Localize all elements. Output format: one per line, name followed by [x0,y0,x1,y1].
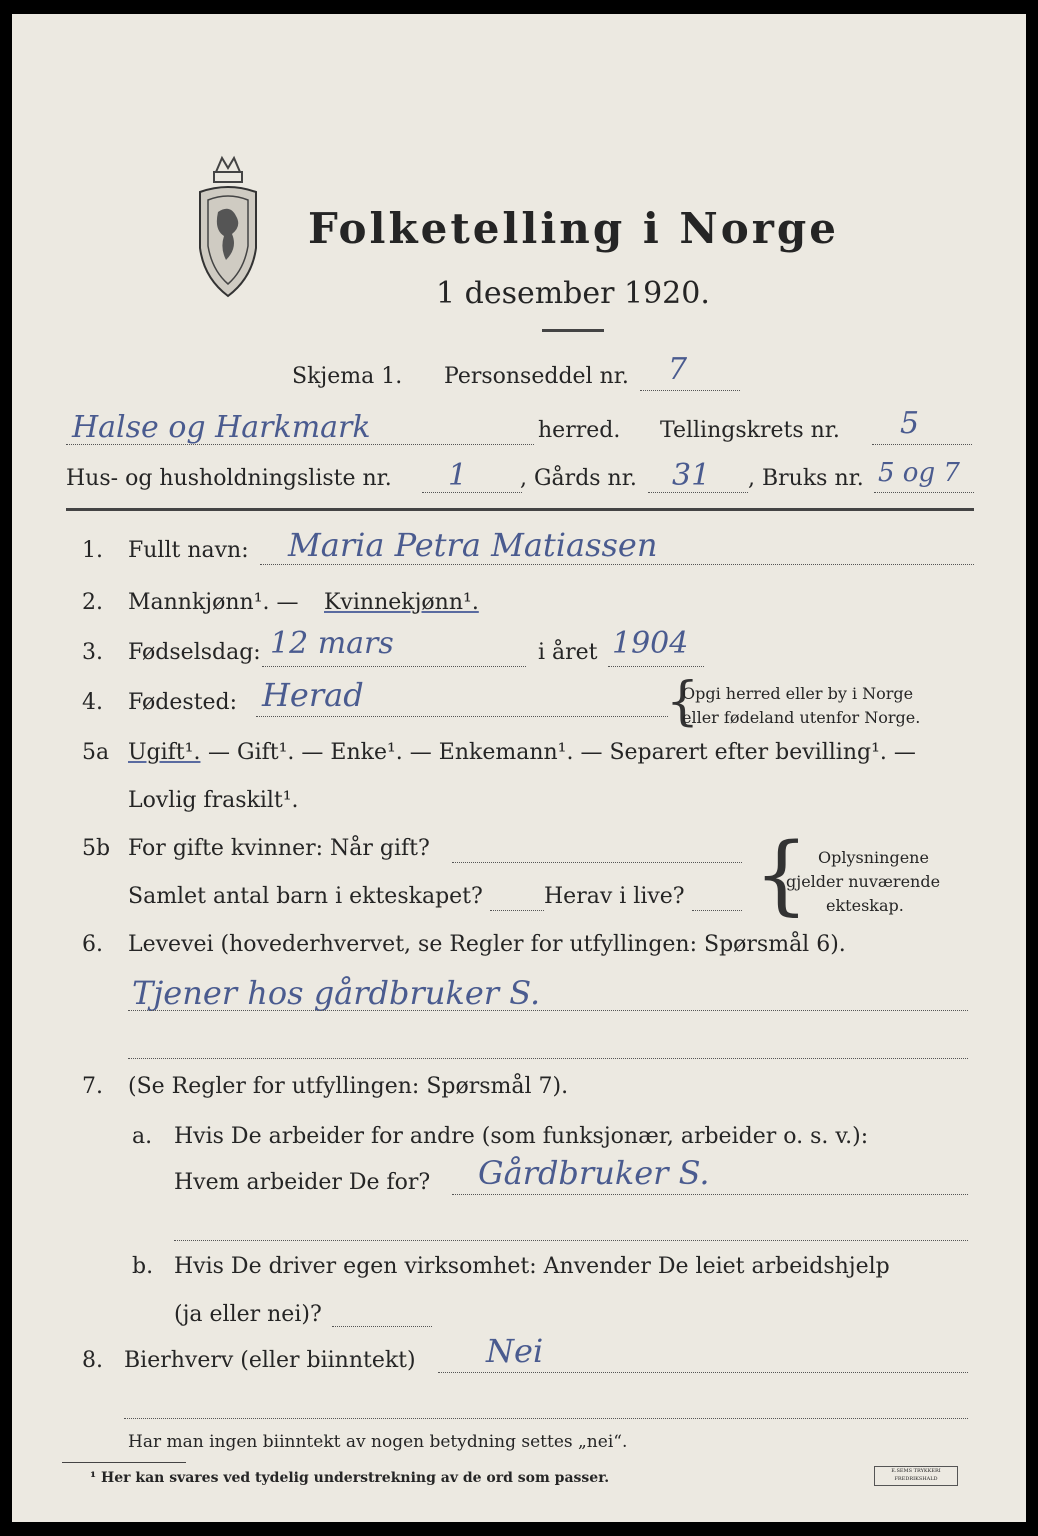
personseddel-label: Personseddel nr. [444,364,629,389]
q5b-line2b: Herav i live? [544,884,685,909]
q7-label: (Se Regler for utfyllingen: Spørsmål 7). [128,1074,569,1099]
q5b-number: 5b [82,836,111,861]
q7b-letter: b. [132,1254,154,1279]
q5a-number: 5a [82,740,110,765]
herred-line [66,444,534,445]
q1-number: 1. [82,538,103,563]
q5b-note-1: Oplysningene [818,848,929,867]
q5b-note-2: gjelder nuværende [786,872,941,891]
q7a-line2: Hvem arbeider De for? [174,1170,431,1195]
gards-value: 31 [672,458,711,493]
personseddel-line [640,390,740,391]
q5b-note-3: ekteskap. [826,896,904,915]
q7b-line-dots [332,1326,432,1327]
q7a-line-extra [174,1240,968,1241]
husliste-value: 1 [448,458,468,493]
q3-year-label: i året [538,640,598,665]
q4-note-1: Opgi herred eller by i Norge [682,684,914,703]
footer-note: Har man ingen biinntekt av nogen betydning settes „nei“. [128,1432,628,1452]
q5b-line1-dots [452,862,742,863]
q8-line-extra [124,1418,968,1419]
q7a-value: Gårdbruker S. [478,1154,710,1192]
q5b-line2b-dots [692,910,742,911]
q7a-line1: Hvis De arbeider for andre (som funksjonær, arbeider o. s. v.): [174,1124,869,1149]
q2-number: 2. [82,590,103,615]
q3-number: 3. [82,640,103,665]
herred-value: Halse og Harkmark [72,410,371,445]
bruks-line [874,492,974,493]
personseddel-value: 7 [668,352,688,387]
q4-note-2: eller fødeland utenfor Norge. [682,708,921,727]
q5b-brace: { [754,825,809,925]
footnote: ¹ Her kan svares ved tydelig understrekning av de ord som passer. [90,1470,610,1486]
q5b-line2a: Samlet antal barn i ekteskapet? [128,884,483,909]
q7b-line1: Hvis De driver egen virksomhet: Anvender De leiet arbeidshjelp [174,1254,890,1279]
q3-day-line [262,666,526,667]
q4-line [256,716,668,717]
q4-brace: { [666,672,700,732]
bruks-value: 5 og 7 [878,458,960,488]
tellingskrets-value: 5 [900,406,920,441]
q4-number: 4. [82,690,103,715]
tellingskrets-label: Tellingskrets nr. [660,418,840,443]
footnote-rule [62,1462,186,1463]
census-date: 1 desember 1920. [436,276,710,311]
printer-stamp [874,1466,958,1486]
census-form [12,14,1026,1522]
q3-day-value: 12 mars [270,626,394,661]
q1-line [260,564,974,565]
q6-label: Levevei (hovederhvervet, se Regler for utfyllingen: Spørsmål 6). [128,932,846,957]
q3-year-line [608,666,704,667]
q4-label: Fødested: [128,690,238,715]
coat-of-arms-icon [186,152,270,302]
q6-line-1 [128,1010,968,1011]
section-rule [66,508,974,511]
herred-label: herred. [538,418,621,443]
q8-value: Nei [486,1332,544,1370]
q1-label: Fullt navn: [128,538,249,563]
printer-stamp-text: E.SEMS TRYKKERI FREDRIKSHALD [891,1468,941,1482]
q5b-line2a-dots [490,910,544,911]
q8-label: Bierhverv (eller biinntekt) [124,1348,416,1373]
gards-label: , Gårds nr. [520,466,637,491]
q5a-options: — Gift¹. — Enke¹. — Enkemann¹. — Separert efter bevilling¹. — [208,740,916,765]
q6-value: Tjener hos gårdbruker S. [132,974,541,1012]
q6-number: 6. [82,932,103,957]
q7a-line-dots [452,1194,968,1195]
q6-line-2 [128,1058,968,1059]
q3-label: Fødselsdag: [128,640,261,665]
bruks-label: , Bruks nr. [748,466,864,491]
q5a-ugift: Ugift¹. [128,740,201,765]
q4-value: Herad [262,676,364,714]
q7b-line2: (ja eller nei)? [174,1302,322,1327]
q7a-letter: a. [132,1124,153,1149]
q5a-line2: Lovlig fraskilt¹. [128,788,299,813]
q2-male: Mannkjønn¹. — [128,590,299,615]
q5b-line1: For gifte kvinner: Når gift? [128,836,430,861]
husliste-line [422,492,522,493]
q8-line [438,1372,968,1373]
q7-number: 7. [82,1074,103,1099]
q2-female: Kvinnekjønn¹. [324,590,479,615]
husliste-label: Hus- og husholdningsliste nr. [66,466,392,491]
skjema-label: Skjema 1. [292,364,403,389]
form-title: Folketelling i Norge [308,204,840,253]
q8-number: 8. [82,1348,103,1373]
title-rule [542,329,604,332]
tellingskrets-line [872,444,972,445]
q1-value: Maria Petra Matiassen [288,526,658,564]
q3-year-value: 1904 [612,626,689,661]
